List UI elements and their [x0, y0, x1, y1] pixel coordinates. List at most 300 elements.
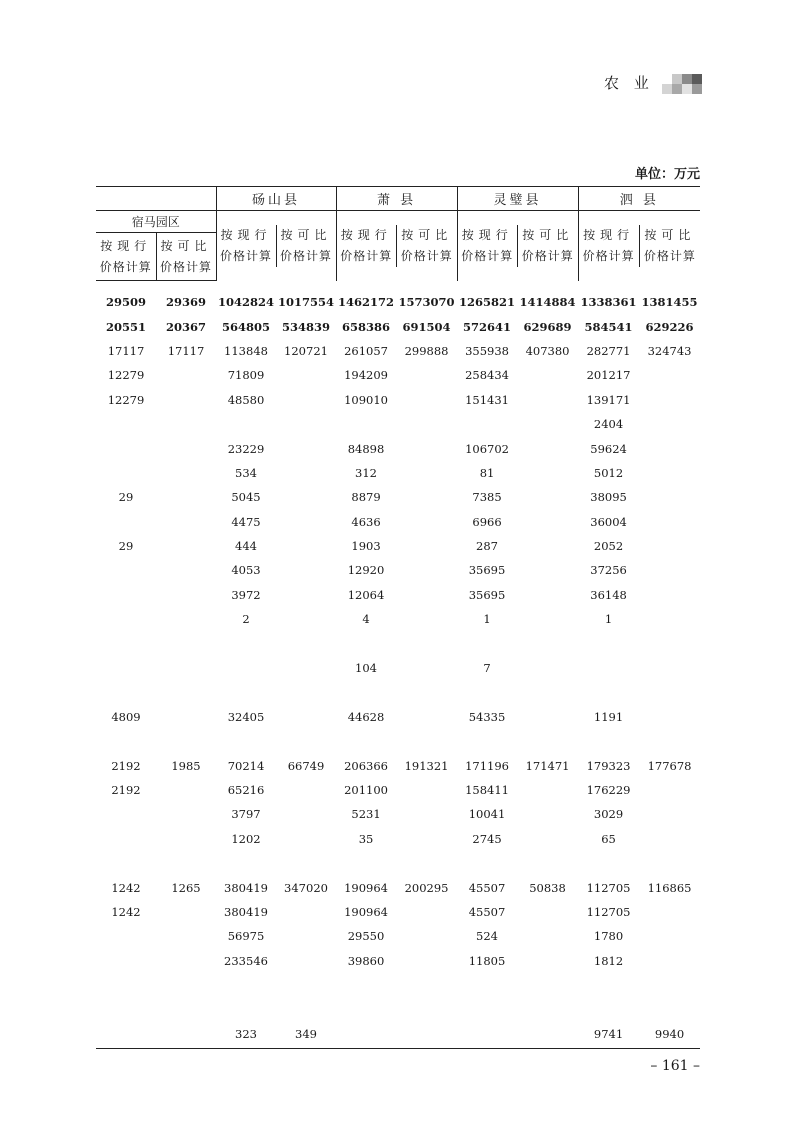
table-cell: 112705	[586, 904, 631, 919]
region-header: 萧 县	[336, 187, 457, 211]
table-cell: 1	[604, 612, 613, 627]
table-cell	[216, 729, 276, 753]
table-cell: 158411	[465, 783, 509, 797]
table-cell: 1042824	[217, 294, 274, 309]
table-cell	[396, 949, 457, 973]
table-cell: 206366	[344, 758, 388, 773]
table-cell	[216, 656, 276, 680]
table-cell: 380419	[224, 880, 268, 895]
table-cell: 11805	[468, 953, 506, 968]
table-cell: 176229	[586, 783, 631, 797]
table-cell	[276, 851, 336, 875]
table-cell	[517, 558, 578, 582]
table-cell	[517, 656, 578, 680]
table-cell	[396, 997, 457, 1021]
table-cell: 201100	[344, 783, 388, 797]
county-header-row	[96, 187, 700, 211]
table-cell	[156, 656, 216, 680]
table-cell	[156, 827, 216, 851]
table-row	[96, 485, 700, 509]
table-cell	[216, 631, 276, 655]
table-cell: 20551	[105, 319, 146, 334]
table-cell: 3029	[593, 807, 624, 822]
table-cell: 691504	[402, 319, 451, 334]
table-cell	[96, 973, 156, 997]
table-cell	[156, 461, 216, 485]
table-cell	[276, 558, 336, 582]
table-cell	[276, 363, 336, 387]
table-cell: 81	[479, 465, 495, 480]
table-cell	[96, 558, 156, 582]
table-cell: 59624	[590, 441, 627, 456]
table-cell: 1265821	[459, 294, 516, 309]
table-cell: 380419	[224, 904, 268, 919]
table-cell	[276, 510, 336, 534]
table-cell	[457, 851, 517, 875]
table-cell: 407380	[525, 343, 570, 358]
table-cell	[156, 680, 216, 704]
table-cell	[639, 973, 700, 997]
table-cell: 9940	[639, 1022, 700, 1049]
table-cell	[517, 607, 578, 631]
table-cell	[396, 827, 457, 851]
table-cell	[396, 631, 457, 655]
table-cell: 629226	[645, 319, 694, 334]
table-row	[96, 314, 700, 338]
table-cell	[336, 973, 396, 997]
table-cell: 66749	[287, 758, 325, 773]
table-cell: 349	[276, 1022, 336, 1049]
table-cell: 112705	[586, 880, 631, 895]
table-cell	[517, 1022, 578, 1049]
table-cell: 109010	[344, 392, 388, 407]
table-cell: 12920	[347, 563, 385, 578]
table-cell: 48580	[227, 392, 265, 407]
table-cell	[578, 631, 639, 655]
table-row	[96, 339, 700, 363]
table-row	[96, 924, 700, 948]
table-cell	[517, 997, 578, 1021]
table-cell: 658386	[342, 319, 391, 334]
table-cell: 56975	[227, 929, 265, 944]
blank-header-cell	[96, 187, 216, 211]
table-cell	[517, 778, 578, 802]
table-cell	[457, 1022, 517, 1049]
table-cell: 323	[216, 1022, 276, 1049]
table-cell: 17117	[107, 343, 145, 358]
table-cell: 45507	[468, 904, 506, 919]
method-header: 按可比 价格计算	[156, 233, 216, 281]
table-cell: 261057	[344, 343, 388, 358]
table-row	[96, 778, 700, 802]
data-table	[96, 186, 700, 1049]
table-row	[96, 656, 700, 680]
table-cell: 190964	[344, 880, 388, 895]
table-cell	[517, 729, 578, 753]
table-cell	[276, 949, 336, 973]
table-cell: 29509	[105, 295, 146, 310]
method-header: 按现行 价格计算	[582, 227, 635, 263]
table-cell: 6966	[472, 514, 502, 529]
table-cell: 2192	[111, 783, 141, 797]
table-cell	[639, 607, 700, 631]
table-cell: 190964	[344, 904, 388, 919]
table-row	[96, 461, 700, 485]
table-cell: 32405	[227, 709, 265, 724]
table-cell: 324743	[647, 343, 692, 358]
table-cell	[216, 997, 276, 1021]
table-cell	[639, 827, 700, 851]
table-cell	[517, 631, 578, 655]
table-row	[96, 729, 700, 753]
table-cell: 2	[242, 612, 250, 627]
table-row	[96, 802, 700, 826]
table-cell: 50838	[529, 880, 566, 895]
table-cell: 347020	[284, 880, 328, 895]
table-cell: 4636	[351, 514, 381, 529]
table-cell	[336, 851, 396, 875]
table-cell: 5045	[231, 490, 261, 505]
table-cell: 312	[355, 465, 377, 480]
table-cell	[578, 851, 639, 875]
table-cell	[276, 412, 336, 436]
table-cell: 84898	[347, 441, 385, 456]
method-header: 按现行 价格计算	[461, 227, 514, 263]
table-cell: 287	[476, 539, 498, 554]
table-cell	[156, 388, 216, 412]
region-header: 宿马园区	[131, 215, 180, 229]
table-cell	[276, 778, 336, 802]
table-cell	[276, 631, 336, 655]
table-cell: 35695	[468, 563, 506, 578]
table-cell: 233546	[224, 953, 268, 968]
table-cell: 1573070	[398, 294, 455, 309]
table-cell	[396, 1022, 457, 1049]
table-cell: 1338361	[580, 294, 637, 309]
table-cell	[336, 631, 396, 655]
table-cell	[396, 705, 457, 729]
table-cell	[396, 583, 457, 607]
table-cell	[276, 802, 336, 826]
table-cell	[396, 802, 457, 826]
table-cell: 3797	[231, 807, 261, 822]
table-cell	[96, 827, 156, 851]
table-cell: 17117	[167, 343, 205, 358]
table-cell	[156, 485, 216, 509]
table-cell	[639, 583, 700, 607]
table-cell	[639, 949, 700, 973]
table-cell	[639, 705, 700, 729]
table-cell	[396, 461, 457, 485]
method-header: 按可比 价格计算	[518, 225, 578, 267]
table-cell	[156, 900, 216, 924]
table-cell: 1462172	[338, 294, 395, 309]
method-header: 按现行 价格计算	[340, 227, 393, 263]
table-cell	[276, 900, 336, 924]
table-cell: 120721	[284, 343, 328, 358]
table-row	[96, 851, 700, 875]
table-cell: 1191	[593, 709, 624, 724]
table-cell: 113848	[224, 343, 268, 358]
table-row	[96, 558, 700, 582]
table-cell: 4053	[231, 563, 261, 578]
table-cell	[336, 729, 396, 753]
table-cell	[396, 900, 457, 924]
table-row	[96, 753, 700, 777]
table-cell: 1903	[351, 539, 381, 554]
table-cell	[517, 363, 578, 387]
table-row	[96, 607, 700, 631]
table-cell: 2745	[472, 831, 502, 846]
table-cell: 201217	[586, 368, 631, 383]
table-cell: 1242	[111, 904, 141, 919]
table-cell	[96, 949, 156, 973]
table-body	[96, 281, 700, 1049]
table-cell	[156, 802, 216, 826]
table-cell	[517, 802, 578, 826]
table-cell	[156, 1022, 216, 1049]
table-cell	[336, 412, 396, 436]
method-header-pair	[578, 211, 700, 281]
method-header: 按现行 价格计算	[96, 233, 156, 281]
table-cell: 194209	[344, 368, 388, 383]
table-cell: 524	[476, 929, 498, 944]
table-cell	[639, 485, 700, 509]
table-cell	[578, 680, 639, 704]
table-cell: 629689	[523, 319, 572, 334]
chapter-title: 农 业	[604, 74, 654, 92]
table-cell	[276, 997, 336, 1021]
table-cell	[156, 778, 216, 802]
table-cell	[639, 534, 700, 558]
method-header: 按可比 价格计算	[639, 225, 700, 267]
table-cell	[156, 412, 216, 436]
table-cell	[396, 729, 457, 753]
table-row	[96, 1022, 700, 1049]
table-cell	[396, 973, 457, 997]
table-cell: 444	[235, 539, 257, 554]
table-cell	[517, 388, 578, 412]
table-cell: 71809	[227, 368, 265, 383]
table-row	[96, 534, 700, 558]
table-cell	[156, 607, 216, 631]
region-header: 泗 县	[578, 187, 700, 211]
table-cell	[517, 851, 578, 875]
table-cell: 4	[362, 612, 370, 627]
table-row	[96, 510, 700, 534]
table-cell	[156, 949, 216, 973]
table-cell	[639, 778, 700, 802]
table-cell	[216, 680, 276, 704]
table-cell	[517, 705, 578, 729]
method-header-pair	[216, 211, 336, 281]
table-cell	[396, 436, 457, 460]
table-cell	[396, 412, 457, 436]
table-cell: 139171	[586, 392, 631, 407]
table-cell	[578, 729, 639, 753]
table-cell	[457, 973, 517, 997]
table-row	[96, 949, 700, 973]
table-cell	[517, 485, 578, 509]
table-cell: 534839	[282, 319, 331, 334]
table-cell: 116865	[647, 880, 692, 895]
table-cell	[639, 900, 700, 924]
table-cell	[457, 997, 517, 1021]
table-cell	[96, 656, 156, 680]
table-cell	[96, 729, 156, 753]
table-cell: 36148	[590, 587, 627, 602]
table-cell	[336, 680, 396, 704]
table-cell	[517, 461, 578, 485]
table-cell	[276, 436, 336, 460]
table-cell: 534	[235, 465, 257, 480]
table-cell	[396, 363, 457, 387]
table-cell	[276, 705, 336, 729]
table-row	[96, 412, 700, 436]
table-cell: 191321	[404, 758, 449, 773]
table-cell	[639, 802, 700, 826]
table-cell	[216, 973, 276, 997]
table-cell: 4809	[111, 709, 141, 724]
table-cell	[156, 534, 216, 558]
table-cell: 7	[483, 661, 491, 676]
table-cell	[517, 436, 578, 460]
method-header: 按可比 价格计算	[276, 225, 336, 267]
table-cell	[517, 583, 578, 607]
table-cell: 1812	[593, 953, 624, 968]
table-cell	[96, 1022, 156, 1049]
table-cell	[639, 436, 700, 460]
table-row	[96, 281, 700, 315]
table-row	[96, 997, 700, 1021]
table-cell: 44628	[347, 709, 385, 724]
table-cell	[457, 729, 517, 753]
table-cell	[156, 973, 216, 997]
table-cell	[276, 729, 336, 753]
method-header-pair	[336, 211, 457, 281]
table-cell: 38095	[590, 490, 627, 505]
table-cell: 7385	[472, 490, 502, 505]
table-cell	[96, 802, 156, 826]
table-cell: 29550	[347, 929, 385, 944]
table-cell	[639, 461, 700, 485]
table-cell	[517, 924, 578, 948]
table-cell	[96, 510, 156, 534]
table-cell	[96, 924, 156, 948]
table-cell	[156, 436, 216, 460]
table-cell	[639, 388, 700, 412]
table-cell: 5012	[593, 465, 624, 480]
table-cell	[276, 607, 336, 631]
table-cell	[396, 924, 457, 948]
table-cell	[156, 851, 216, 875]
table-cell	[396, 388, 457, 412]
table-cell: 282771	[586, 343, 631, 358]
table-cell	[578, 973, 639, 997]
table-cell: 12064	[347, 587, 385, 602]
method-header: 按可比 价格计算	[397, 225, 457, 267]
table-cell: 171196	[465, 758, 509, 773]
table-cell	[639, 997, 700, 1021]
table-cell: 9741	[578, 1022, 639, 1049]
table-row	[96, 705, 700, 729]
table-cell: 177678	[647, 758, 692, 773]
table-cell	[396, 510, 457, 534]
table-cell: 4475	[231, 514, 261, 529]
table-cell	[216, 851, 276, 875]
table-cell	[216, 412, 276, 436]
table-cell	[396, 607, 457, 631]
table-cell	[96, 436, 156, 460]
table-cell: 3972	[231, 587, 261, 602]
table-cell	[396, 485, 457, 509]
table-cell	[276, 534, 336, 558]
page-number: – 161 –	[650, 1058, 700, 1074]
table-row	[96, 827, 700, 851]
table-cell: 1265	[171, 880, 201, 895]
table-cell: 39860	[347, 953, 385, 968]
table-cell	[276, 680, 336, 704]
table-cell	[276, 461, 336, 485]
table-row	[96, 900, 700, 924]
table-cell	[96, 631, 156, 655]
table-cell: 1202	[231, 831, 261, 846]
table-cell	[276, 924, 336, 948]
table-cell: 37256	[590, 563, 627, 578]
table-cell: 151431	[465, 392, 509, 407]
table-cell	[517, 680, 578, 704]
table-cell	[396, 851, 457, 875]
table-cell: 106702	[465, 441, 509, 456]
table-cell: 36004	[590, 514, 627, 529]
table-cell	[639, 558, 700, 582]
district-header-row	[96, 211, 700, 233]
table-cell	[457, 412, 517, 436]
table-cell: 584541	[584, 319, 633, 334]
table-cell	[276, 656, 336, 680]
table-cell	[96, 997, 156, 1021]
table-cell	[517, 827, 578, 851]
table-cell	[457, 631, 517, 655]
table-cell	[156, 558, 216, 582]
running-header	[604, 72, 708, 96]
table-cell: 10041	[468, 807, 506, 822]
table-cell: 1780	[593, 929, 624, 944]
table-cell: 20367	[165, 319, 206, 334]
table-cell: 200295	[404, 880, 449, 895]
table-cell	[517, 900, 578, 924]
table-cell	[276, 485, 336, 509]
table-cell	[156, 583, 216, 607]
table-cell	[396, 778, 457, 802]
table-cell	[96, 851, 156, 875]
table-cell	[639, 656, 700, 680]
table-cell: 45507	[468, 880, 506, 895]
table-cell	[156, 363, 216, 387]
table-cell: 355938	[465, 343, 509, 358]
table-cell: 5231	[351, 807, 381, 822]
table-cell	[639, 510, 700, 534]
table-cell: 171471	[525, 758, 570, 773]
table-cell	[639, 412, 700, 436]
table-cell	[336, 1022, 396, 1049]
table-cell: 258434	[465, 368, 509, 383]
method-header: 按现行 价格计算	[219, 227, 272, 263]
table-cell: 8879	[351, 490, 381, 505]
table-cell	[276, 583, 336, 607]
table-cell: 1985	[171, 758, 201, 773]
table-cell: 564805	[221, 319, 270, 334]
